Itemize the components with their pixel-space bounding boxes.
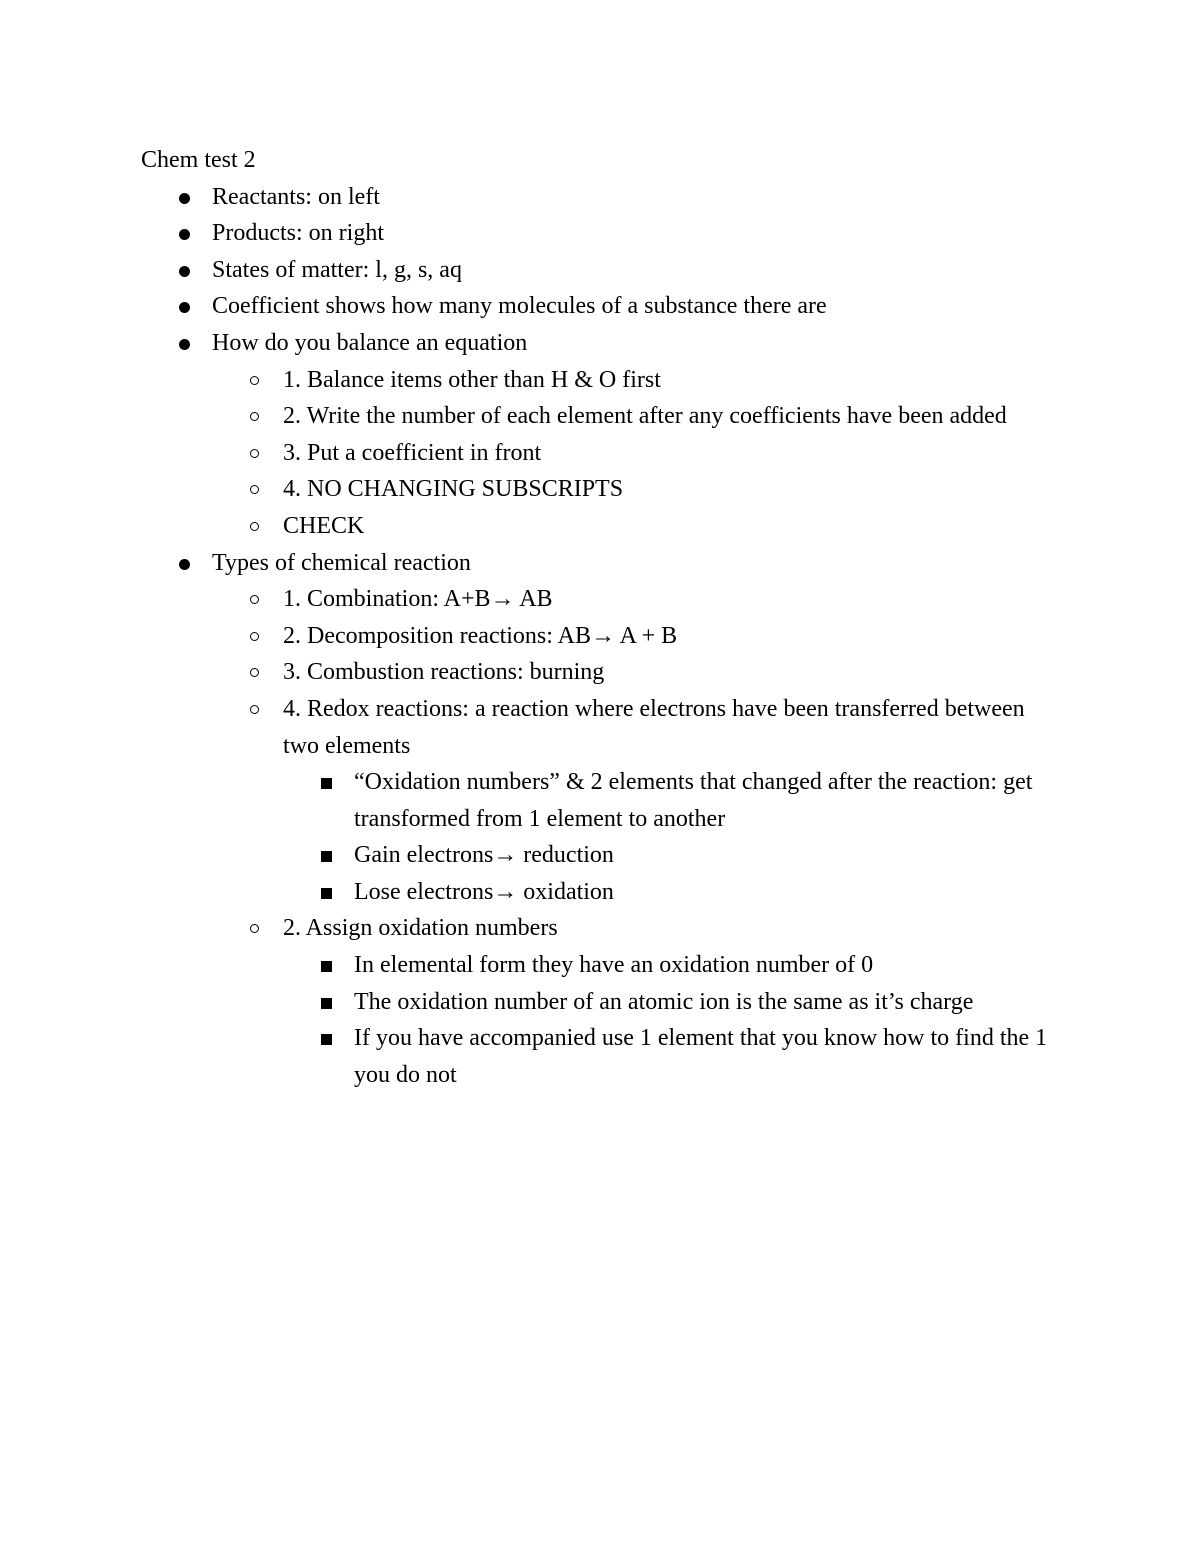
sub-list-item-text: 2. Write the number of each element after any coefficients have been added (283, 403, 1007, 430)
list-item (141, 545, 1061, 1094)
list-item-text: Coefficient shows how many molecules of a substance there are (212, 293, 827, 320)
list-item-text: States of matter: l, g, s, aq (212, 256, 462, 283)
hollow-circle-bullet-icon (250, 485, 259, 494)
sub-list-item-text: 1. Balance items other than H & O first (283, 366, 661, 393)
filled-circle-bullet-icon (179, 266, 190, 277)
sub-sub-list-item-text: Gain electrons→ reduction (354, 842, 614, 869)
sub-list (212, 362, 1061, 545)
filled-square-bullet-icon (321, 888, 332, 899)
hollow-circle-bullet-icon (250, 595, 259, 604)
sub-list-item-text: 2. Decomposition reactions: AB→ A + B (283, 622, 678, 649)
list-item (141, 288, 1061, 325)
hollow-circle-bullet-icon (250, 376, 259, 385)
list-item-text: Reactants: on left (212, 183, 380, 210)
filled-square-bullet-icon (321, 851, 332, 862)
sub-list-item (212, 910, 1061, 1093)
sub-list-item (212, 618, 1061, 655)
sub-sub-list-item (283, 984, 1061, 1021)
hollow-circle-bullet-icon (250, 705, 259, 714)
sub-sub-list-item-text: Lose electrons→ oxidation (354, 878, 614, 905)
sub-list-item (212, 398, 1061, 435)
sub-list-item (212, 362, 1061, 399)
list-item-text: Products: on right (212, 220, 384, 247)
list-item-text: How do you balance an equation (212, 329, 528, 356)
sub-sub-list-item (283, 764, 1061, 837)
filled-square-bullet-icon (321, 961, 332, 972)
sub-sub-list-item-text: “Oxidation numbers” & 2 elements that changed after the reaction: get transformed from 1 element to another (354, 769, 1033, 832)
filled-square-bullet-icon (321, 778, 332, 789)
sub-list-item (212, 508, 1061, 545)
filled-circle-bullet-icon (179, 559, 190, 570)
filled-circle-bullet-icon (179, 339, 190, 350)
hollow-circle-bullet-icon (250, 522, 259, 531)
sub-list-item-text: 2. Assign oxidation numbers (283, 915, 558, 942)
sub-sub-list-item (283, 874, 1061, 911)
filled-square-bullet-icon (321, 1034, 332, 1045)
bullet-list (141, 179, 1061, 1094)
hollow-circle-bullet-icon (250, 924, 259, 933)
sub-sub-list-item (283, 947, 1061, 984)
document-title: Chem test 2 (141, 147, 256, 173)
sub-list-item-text: 1. Combination: A+B→ AB (283, 586, 553, 613)
sub-list-item (212, 691, 1061, 911)
hollow-circle-bullet-icon (250, 449, 259, 458)
filled-circle-bullet-icon (179, 302, 190, 313)
list-item (141, 325, 1061, 545)
list-item (141, 179, 1061, 216)
sub-list-item (212, 471, 1061, 508)
sub-list-item (212, 435, 1061, 472)
sub-sub-list-item-text: If you have accompanied use 1 element that you know how to find the 1 you do not (354, 1025, 1048, 1088)
sub-list-item-text: 4. NO CHANGING SUBSCRIPTS (283, 476, 624, 503)
sub-sub-list-item (283, 837, 1061, 874)
sub-sub-list-item-text: The oxidation number of an atomic ion is the same as it’s charge (354, 988, 974, 1015)
sub-sub-list-item-text: In elemental form they have an oxidation number of 0 (354, 952, 874, 979)
sub-list-item (212, 581, 1061, 618)
filled-circle-bullet-icon (179, 229, 190, 240)
hollow-circle-bullet-icon (250, 632, 259, 641)
sub-list-item-text: 3. Put a coefficient in front (283, 439, 542, 466)
sub-list (212, 581, 1061, 1093)
sub-list-item-text: CHECK (283, 512, 365, 539)
sub-sub-list (283, 947, 1061, 1093)
hollow-circle-bullet-icon (250, 412, 259, 421)
sub-sub-list-item (283, 1020, 1061, 1093)
list-item (141, 215, 1061, 252)
hollow-circle-bullet-icon (250, 668, 259, 677)
filled-square-bullet-icon (321, 998, 332, 1009)
sub-sub-list (283, 764, 1061, 910)
sub-list-item-text: 3. Combustion reactions: burning (283, 659, 605, 686)
list-item (141, 252, 1061, 289)
list-item-text: Types of chemical reaction (212, 549, 471, 576)
sub-list-item (212, 654, 1061, 691)
sub-list-item-text: 4. Redox reactions: a reaction where electrons have been transferred between two elements (283, 695, 1025, 759)
filled-circle-bullet-icon (179, 193, 190, 204)
